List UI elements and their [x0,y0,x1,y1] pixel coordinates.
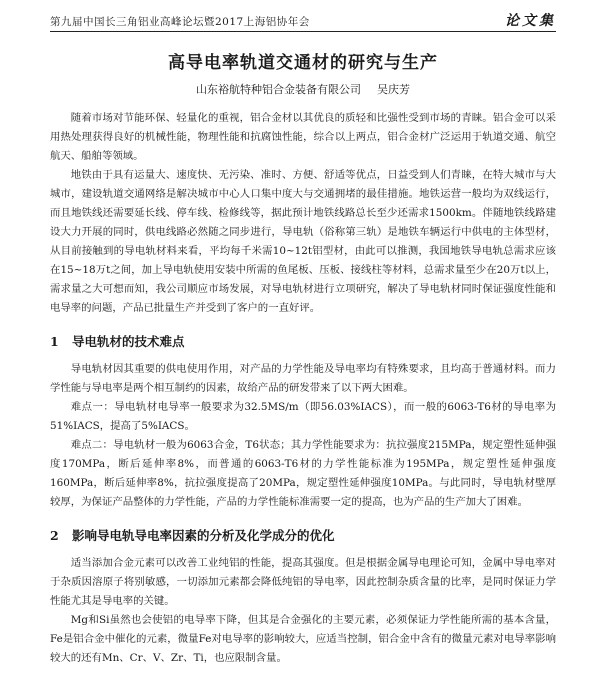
body-paragraph: 适当添加合金元素可以改善工业纯铝的性能，提高其强度。但是根据金属导电理论可知，金属中导电率对于杂质因溶原子将别敏感，一切添加元素都会降低纯铝的导电率，因此控制杂质含量的比率，是同时保证力学性能尤其是导电率的关键。 [50,557,556,607]
intro-paragraph: 地铁由于具有运量大、速度快、无污染、准时、方便、舒适等优点，日益受到人们青睐，在特大城市与大城市，建设轨道交通网络是解决城市中心人口集中度大与交通拥堵的最佳措施。地铁运营一般均为双线运行，而且地铁线还需要延长线、停车线、检修线等，据此预计地铁线路总长至少还需求1500km。伴随地铁线路建设大力开展的同时，供电线路必然随之同步进行，导电轨（俗称第三轨）是地铁车辆运行中供电的主体型材，从目前接触到的导电轨材料来看，平均每千米需10~12t铝型材，由此可以推测，我国地铁导电轨总需求应该在15~18万t之间，加上导电轨使用安装中所需的鱼尾板、压板、接线柱等材料，总需求量至少在20万t以上，需求量之大可想而知，我公司顺应市场发展，对导电轨材进行立项研究，解决了导电轨材同时保证强度性能和电导率的问题，产品已批量生产并受到了客户的一直好评。 [50,169,556,314]
section-2-body [50,554,556,668]
intro-paragraph: 随着市场对节能环保、轻量化的重视，铝合金材以其优良的质轻和比强性受到市场的青睐。铝合金可以采用热处理获得良好的机械性能，物理性能和抗腐蚀性能，综合以上两点，铝合金材广泛运用于轨道交通、航空航天、船舶等领域。 [50,112,556,162]
header-divider [50,31,556,32]
section-title: 导电轨材的技术难点 [72,334,185,349]
body-paragraph: 导电轨材因其重要的供电使用作用，对产品的力学性能及导电率均有特殊要求，且均高于普通材料。而力学性能与导电率是两个相互制约的因素，故给产品的研发带来了以下两大困难。 [50,363,556,394]
body-paragraph: Mg和Si虽然也会使铝的电导率下降，但其是合金强化的主要元素，必须保证力学性能所需的基本含量，Fe是铝合金中催化的元素，微量Fe对电导率的影响较大，应适当控制，铝合金中含有的微量元素对电导率影响较大的还有Mn、Cr、V、Zr、Ti，也应限制含量。 [50,614,556,664]
section-1-body [50,360,556,512]
running-header [50,0,556,30]
body-paragraph: 难点二：导电轨材一般为6063合金，T6状态；其力学性能要求为：抗拉强度215MPa，规定塑性延伸强度170MPa，断后延伸率8%，而普通的6063-T6材的力学性能标准为195MPa，规定塑性延伸强度160MPa，断后延伸率8%，抗拉强度提高了20MPa，规定塑性延伸强度10MPa。与此同时，导电轨材壁厚较厚，为保证产品整体的力学性能，产品的力学性能标准需要一定的提高，也为产品的生产加大了困难。 [50,439,556,508]
section-title: 影响导电轨导电率因素的分析及化学成分的优化 [72,528,335,543]
section-1-heading [50,332,556,350]
body-paragraph: 难点一：导电轨材电导率一般要求为32.5MS/m（即56.03%IACS），而一般的6063-T6材的导电率为51%IACS，提高了5%IACS。 [50,401,556,432]
section-2-heading [50,526,556,544]
article-title: 高导电率轨道交通材的研究与生产 [168,53,438,73]
author-name: 吴庆芳 [377,83,410,96]
section-number: 1 [50,334,59,349]
conference-name: 第九届中国长三角铝业高峰论坛暨2017上海铝协年会 [50,16,310,28]
section-number: 2 [50,528,59,543]
affiliation: 山东裕航特种铝合金装备有限公司 [196,83,361,96]
byline [50,81,556,97]
intro-section [50,109,556,318]
proceedings-tag: 论文集 [505,13,556,29]
